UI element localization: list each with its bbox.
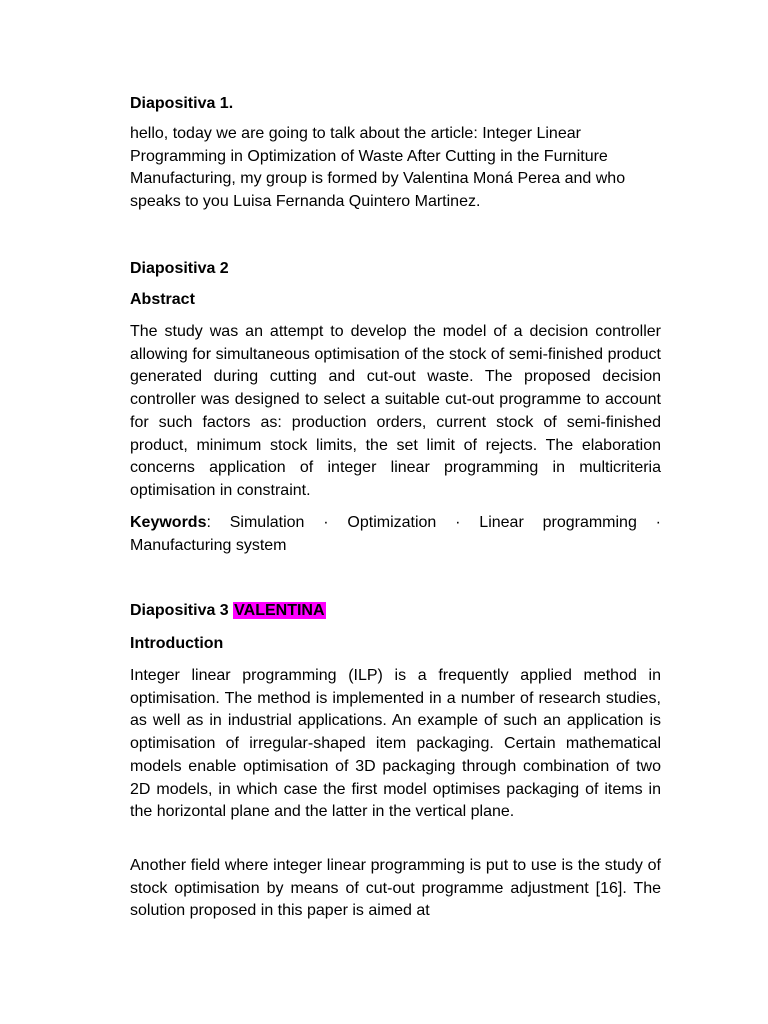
introduction-paragraph-1: Integer linear programming (ILP) is a frequently applied method in optimisation. The method is implemented in a number of research studies, as well as in industrial applications. An example of such an application is optimisation of irregular-shaped item packaging. Certain mathematical models enable optimisation of 3D packaging through combination of two 2D models, in which case the first model optimises packaging of items in the horizontal plane and the latter in the vertical plane. <box>130 667 661 821</box>
slide-3-heading <box>130 601 326 620</box>
introduction-title: Introduction <box>130 635 224 652</box>
keywords-label: Keywords <box>130 514 207 531</box>
keywords-line <box>130 512 661 557</box>
slide-2-heading: Diapositiva 2 <box>130 260 229 277</box>
introduction-paragraph-2: Another field where integer linear programming is put to use is the study of stock optimisation by means of cut-out programme adjustment [16]. The solution proposed in this paper is aimed at <box>130 857 661 920</box>
slide-1-text: hello, today we are going to talk about the article: Integer Linear Programming in Optimization of Waste After Cutting in the Furniture Manufacturing, my group is formed by Valentina Moná Perea and who speaks to you Luisa Fernanda Quintero Martinez. <box>130 125 626 211</box>
speaker-highlight: VALENTINA <box>234 602 325 619</box>
keywords-text: : Simulation · Optimization · Linear programming · Manufacturing system <box>130 514 661 554</box>
slide-1-heading: Diapositiva 1. <box>130 95 234 112</box>
slide-3-label: Diapositiva 3 <box>130 602 229 619</box>
abstract-text: The study was an attempt to develop the model of a decision controller allowing for simultaneous optimisation of the stock of semi-finished product generated during cutting and cut-out waste. The proposed decision controller was designed to select a suitable cut-out programme to account for such factors as: production orders, current stock of semi-finished product, minimum stock limits, the set limit of rejects. The elaboration concerns application of integer linear programming in multicriteria optimisation in constraint. <box>130 323 661 499</box>
abstract-title: Abstract <box>130 291 195 308</box>
